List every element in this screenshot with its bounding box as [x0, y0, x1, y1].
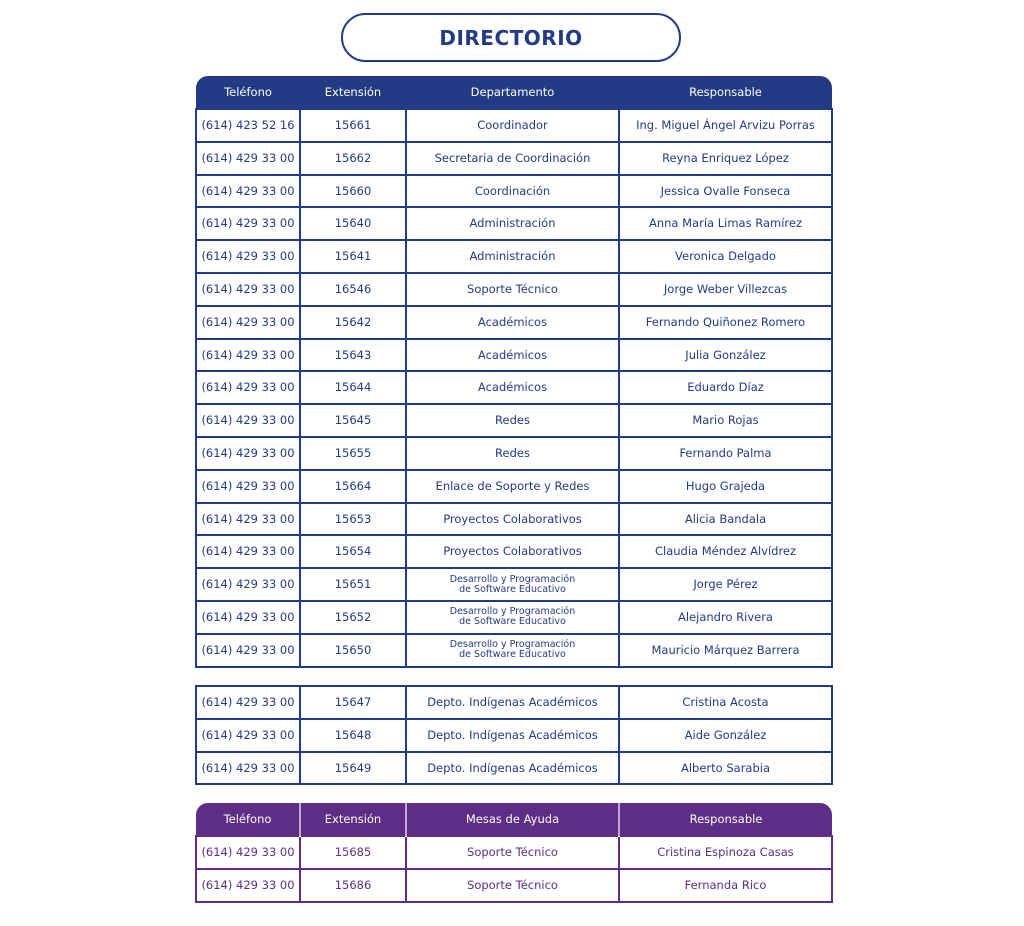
extension-cell: 15685	[300, 836, 406, 869]
table-row	[196, 207, 832, 240]
extension-cell: 15644	[300, 371, 406, 404]
responsible-cell: Fernando Quiñonez Romero	[619, 306, 832, 339]
department-cell: Coordinador	[406, 109, 619, 142]
responsible-cell: Jorge Pérez	[619, 568, 832, 601]
table-row	[196, 306, 832, 339]
phone-cell: (614) 429 33 00	[196, 240, 300, 273]
header-extension: Extensión	[300, 803, 406, 836]
extension-cell: 15643	[300, 339, 406, 372]
department-cell: Depto. Indígenas Académicos	[406, 686, 619, 719]
responsible-cell: Jessica Ovalle Fonseca	[619, 175, 832, 208]
table-row	[196, 404, 832, 437]
responsible-cell: Claudia Méndez Alvídrez	[619, 535, 832, 568]
responsible-cell: Alicia Bandala	[619, 503, 832, 536]
phone-cell: (614) 429 33 00	[196, 601, 300, 634]
table-row	[196, 175, 832, 208]
department-cell: Soporte Técnico	[406, 869, 619, 902]
extension-cell: 15664	[300, 470, 406, 503]
department-cell: Desarrollo y Programación de Software Educativo	[406, 634, 619, 667]
table-row	[196, 752, 832, 785]
header-row	[196, 76, 832, 109]
table-row	[196, 240, 832, 273]
extension-cell: 15655	[300, 437, 406, 470]
header-row	[196, 803, 832, 836]
department-cell: Coordinación	[406, 175, 619, 208]
phone-cell: (614) 429 33 00	[196, 535, 300, 568]
header-responsible: Responsable	[619, 76, 832, 109]
responsible-cell: Alejandro Rivera	[619, 601, 832, 634]
extension-cell: 15642	[300, 306, 406, 339]
indigenous-table	[195, 685, 833, 785]
header-department: Mesas de Ayuda	[406, 803, 619, 836]
phone-cell: (614) 429 33 00	[196, 634, 300, 667]
header-responsible: Responsable	[619, 803, 832, 836]
extension-cell: 15648	[300, 719, 406, 752]
extension-cell: 15650	[300, 634, 406, 667]
responsible-cell: Julia González	[619, 339, 832, 372]
phone-cell: (614) 429 33 00	[196, 339, 300, 372]
phone-cell: (614) 429 33 00	[196, 142, 300, 175]
table-row	[196, 719, 832, 752]
table-row	[196, 339, 832, 372]
extension-cell: 16546	[300, 273, 406, 306]
responsible-cell: Fernanda Rico	[619, 869, 832, 902]
department-cell: Académicos	[406, 371, 619, 404]
phone-cell: (614) 429 33 00	[196, 568, 300, 601]
table-row	[196, 601, 832, 634]
extension-cell: 15641	[300, 240, 406, 273]
department-cell: Secretaria de Coordinación	[406, 142, 619, 175]
phone-cell: (614) 429 33 00	[196, 836, 300, 869]
extension-cell: 15645	[300, 404, 406, 437]
page-title: DIRECTORIO	[341, 13, 681, 62]
help-desk-table	[195, 803, 833, 903]
phone-cell: (614) 429 33 00	[196, 437, 300, 470]
extension-cell: 15654	[300, 535, 406, 568]
responsible-cell: Veronica Delgado	[619, 240, 832, 273]
department-cell: Soporte Técnico	[406, 273, 619, 306]
table-row	[196, 686, 832, 719]
phone-cell: (614) 429 33 00	[196, 306, 300, 339]
phone-cell: (614) 429 33 00	[196, 752, 300, 785]
phone-cell: (614) 429 33 00	[196, 686, 300, 719]
header-phone: Teléfono	[196, 76, 300, 109]
extension-cell: 15661	[300, 109, 406, 142]
directory-table	[195, 76, 833, 668]
table-row	[196, 634, 832, 667]
department-cell: Depto. Indígenas Académicos	[406, 719, 619, 752]
extension-cell: 15662	[300, 142, 406, 175]
responsible-cell: Hugo Grajeda	[619, 470, 832, 503]
extension-cell: 15647	[300, 686, 406, 719]
phone-cell: (614) 429 33 00	[196, 719, 300, 752]
phone-cell: (614) 429 33 00	[196, 273, 300, 306]
phone-cell: (614) 429 33 00	[196, 470, 300, 503]
table-row	[196, 535, 832, 568]
extension-cell: 15686	[300, 869, 406, 902]
department-cell: Desarrollo y Programación de Software Educativo	[406, 568, 619, 601]
responsible-cell: Reyna Enriquez López	[619, 142, 832, 175]
department-cell: Enlace de Soporte y Redes	[406, 470, 619, 503]
responsible-cell: Fernando Palma	[619, 437, 832, 470]
department-cell: Redes	[406, 437, 619, 470]
department-cell: Desarrollo y Programación de Software Educativo	[406, 601, 619, 634]
table-row	[196, 568, 832, 601]
responsible-cell: Ing. Miguel Ángel Arvizu Porras	[619, 109, 832, 142]
table-row	[196, 273, 832, 306]
department-cell: Proyectos Colaborativos	[406, 535, 619, 568]
department-cell: Depto. Indígenas Académicos	[406, 752, 619, 785]
header-department: Departamento	[406, 76, 619, 109]
responsible-cell: Aide González	[619, 719, 832, 752]
phone-cell: (614) 429 33 00	[196, 175, 300, 208]
extension-cell: 15653	[300, 503, 406, 536]
table-row	[196, 869, 832, 902]
phone-cell: (614) 429 33 00	[196, 869, 300, 902]
responsible-cell: Jorge Weber Villezcas	[619, 273, 832, 306]
extension-cell: 15660	[300, 175, 406, 208]
phone-cell: (614) 429 33 00	[196, 371, 300, 404]
responsible-cell: Cristina Espinoza Casas	[619, 836, 832, 869]
responsible-cell: Cristina Acosta	[619, 686, 832, 719]
responsible-cell: Eduardo Díaz	[619, 371, 832, 404]
department-cell: Académicos	[406, 306, 619, 339]
phone-cell: (614) 429 33 00	[196, 207, 300, 240]
table-row	[196, 836, 832, 869]
table-row	[196, 470, 832, 503]
phone-cell: (614) 423 52 16	[196, 109, 300, 142]
extension-cell: 15640	[300, 207, 406, 240]
table-row	[196, 371, 832, 404]
phone-cell: (614) 429 33 00	[196, 503, 300, 536]
responsible-cell: Mario Rojas	[619, 404, 832, 437]
department-cell: Administración	[406, 240, 619, 273]
department-cell: Académicos	[406, 339, 619, 372]
responsible-cell: Alberto Sarabia	[619, 752, 832, 785]
extension-cell: 15651	[300, 568, 406, 601]
extension-cell: 15652	[300, 601, 406, 634]
department-cell: Administración	[406, 207, 619, 240]
department-cell: Soporte Técnico	[406, 836, 619, 869]
header-phone: Teléfono	[196, 803, 300, 836]
department-cell: Redes	[406, 404, 619, 437]
header-extension: Extensión	[300, 76, 406, 109]
phone-cell: (614) 429 33 00	[196, 404, 300, 437]
table-row	[196, 503, 832, 536]
table-row	[196, 437, 832, 470]
department-cell: Proyectos Colaborativos	[406, 503, 619, 536]
responsible-cell: Anna María Limas Ramírez	[619, 207, 832, 240]
responsible-cell: Mauricio Márquez Barrera	[619, 634, 832, 667]
extension-cell: 15649	[300, 752, 406, 785]
table-row	[196, 109, 832, 142]
table-row	[196, 142, 832, 175]
